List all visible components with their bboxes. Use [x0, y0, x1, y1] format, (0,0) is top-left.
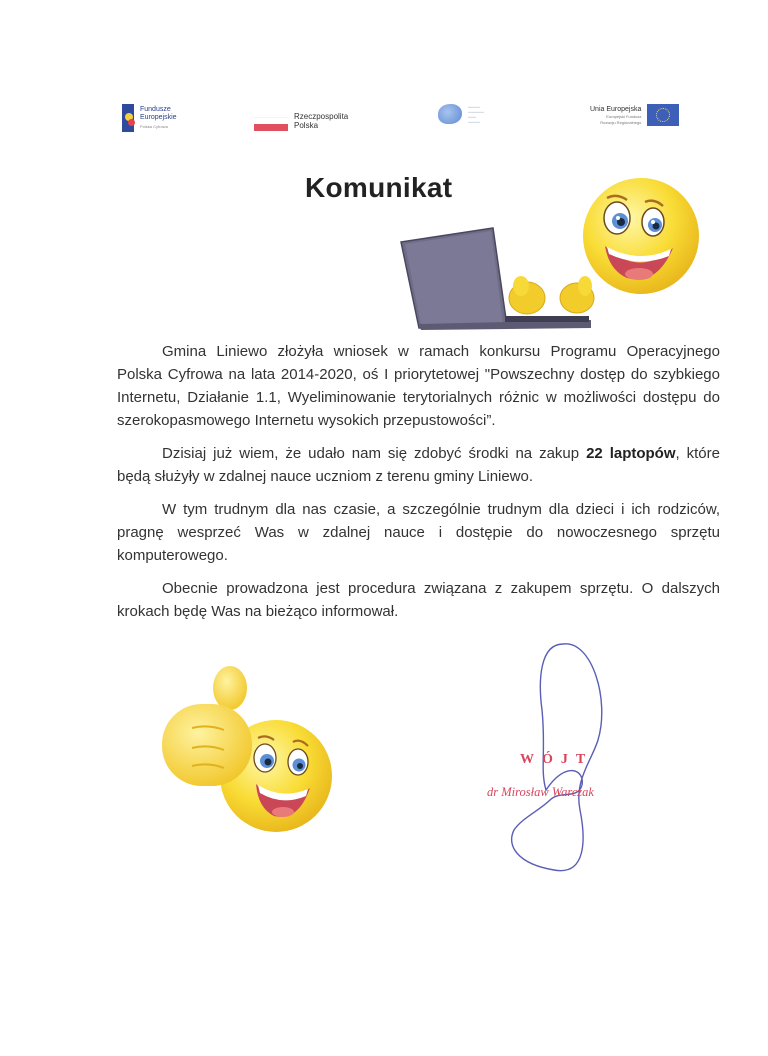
regional-logo-text: ▬▬▬: [468, 104, 480, 109]
laptop-icon: [401, 228, 591, 330]
unia-line3: Rozwoju Regionalnego: [600, 119, 642, 125]
paragraph-2-after: , które będą służyły w zdalnej nauce uczniom z terenu gminy Liniewo.: [117, 445, 720, 485]
unia-europejska-logo: [590, 104, 679, 126]
page-title: Komunikat: [305, 172, 453, 203]
regional-emblem-icon: [438, 104, 462, 124]
unia-line1: Unia Europejska: [590, 105, 642, 113]
rzeczpospolita-line2: Polska: [294, 120, 319, 130]
header-logo-bar: [0, 100, 768, 140]
laptop-count: 22 laptopów: [586, 445, 676, 462]
regional-logo: ▬▬▬ ▬▬▬▬ ▬▬ ▬▬▬: [438, 104, 484, 124]
paragraph-1: Gmina Liniewo złożyła wniosek w ramach konkursu Programu Operacyjnego Polska Cyfrowa na lata 2014-2020, oś I priorytetowej "Powszechny dostęp do szybkiego Internetu, Działanie 1.1, Wyeliminowanie terytorialnych różnic w możliwości dostępu do szerokopasmowego Internetu wysokich przepustowości”.: [117, 343, 720, 429]
paragraph-4: Obecnie prowadzona jest procedura związana z zakupem sprzętu. O dalszych krokach będę Was na bieżąco informował.: [117, 580, 720, 620]
thumbs-up-icon: [162, 666, 252, 786]
paragraph-2: [117, 442, 720, 488]
rzeczpospolita-polska-logo: [254, 110, 348, 131]
signer-role-stamp: WÓJT: [520, 752, 594, 767]
fundusze-europejskie-logo: [122, 104, 177, 132]
fundusze-line1: Fundusze: [140, 105, 171, 113]
unia-line2: Europejski Fundusz: [606, 113, 642, 119]
paragraph-2-before: Dzisiaj już wiem, że udało nam się zdobyć środki na zakup: [162, 445, 587, 462]
hands-icon: [509, 276, 594, 314]
rzeczpospolita-line1: Rzeczpospolita: [294, 111, 349, 121]
polish-flag-icon: [254, 118, 288, 131]
fundusze-line3: Polska Cyfrowa: [140, 123, 168, 129]
fundusze-line2: Europejskie: [140, 113, 177, 121]
letter-body: [117, 340, 720, 633]
fundusze-europejskie-emblem-icon: [122, 104, 134, 132]
signer-name-stamp: dr Mirosław Warczak: [487, 785, 594, 799]
paragraph-3: W tym trudnym dla nas czasie, a szczególnie trudnym dla dzieci i ich rodziców, pragnę wesprzeć Was w zdalnej nauce i dostępie do nowoczesnego sprzętu komputerowego.: [117, 501, 720, 564]
thumbs-up-smiley-illustration: [148, 666, 334, 856]
eu-flag-icon: [647, 104, 679, 126]
smiley-laptop-illustration: [395, 178, 705, 338]
smiley-face-icon: [583, 178, 699, 294]
